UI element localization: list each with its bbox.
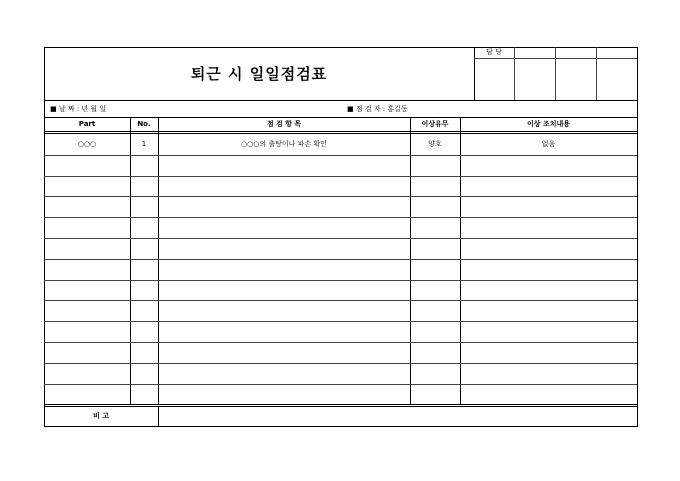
cell-part[interactable]: ○○○ (77, 139, 97, 148)
cell-item[interactable] (158, 300, 410, 321)
header-abnormal: 이상유무 (421, 120, 449, 128)
cell-abnormal[interactable] (410, 217, 460, 238)
cell-action[interactable] (460, 217, 637, 238)
cell-action[interactable] (460, 384, 637, 405)
cell-action[interactable]: 없음 (541, 139, 556, 148)
cell-no[interactable] (130, 176, 158, 197)
cell-part[interactable] (44, 384, 130, 405)
cell-part[interactable] (44, 259, 130, 280)
header-action: 이상 조치내용 (526, 120, 570, 128)
cell-item[interactable] (158, 363, 410, 384)
cell-item[interactable] (158, 280, 410, 301)
cell-part[interactable] (44, 280, 130, 301)
cell-no[interactable] (130, 280, 158, 301)
cell-action[interactable] (460, 238, 637, 259)
cell-action[interactable] (460, 259, 637, 280)
approval-sign-cell[interactable] (597, 59, 636, 100)
cell-item[interactable] (158, 321, 410, 342)
cell-item[interactable] (158, 196, 410, 217)
cell-part[interactable] (44, 217, 130, 238)
cell-no[interactable] (130, 300, 158, 321)
cell-item[interactable] (158, 384, 410, 405)
cell-part[interactable] (44, 300, 130, 321)
cell-abnormal[interactable] (410, 176, 460, 197)
cell-no[interactable] (130, 196, 158, 217)
cell-item[interactable]: ○○○의 출탕이나 파손 확인 (241, 139, 327, 148)
cell-part[interactable] (44, 238, 130, 259)
cell-part[interactable] (44, 155, 130, 176)
cell-no[interactable] (130, 363, 158, 384)
cell-item[interactable] (158, 176, 410, 197)
cell-item[interactable] (158, 238, 410, 259)
cell-no[interactable] (130, 238, 158, 259)
cell-part[interactable] (44, 363, 130, 384)
cell-abnormal[interactable] (410, 342, 460, 363)
cell-abnormal[interactable] (410, 384, 460, 405)
remarks-field[interactable] (159, 407, 636, 425)
header-item: 점 검 항 목 (266, 120, 302, 128)
cell-abnormal[interactable] (410, 363, 460, 384)
cell-no[interactable] (130, 217, 158, 238)
remarks-label: 비 고 (93, 411, 109, 420)
cell-abnormal[interactable] (410, 155, 460, 176)
cell-action[interactable] (460, 321, 637, 342)
cell-action[interactable] (460, 363, 637, 384)
info-row-top (44, 100, 637, 101)
header-part: Part (78, 120, 96, 128)
cell-action[interactable] (460, 176, 637, 197)
cell-no[interactable] (130, 321, 158, 342)
approval-sign-cell[interactable] (515, 59, 554, 100)
inspector-label: ■ 점 검 자 : 홍길동 (347, 104, 408, 113)
cell-part[interactable] (44, 196, 130, 217)
cell-item[interactable] (158, 342, 410, 363)
cell-no[interactable] (130, 342, 158, 363)
cell-part[interactable] (44, 321, 130, 342)
inspection-form (44, 47, 637, 426)
cell-abnormal[interactable] (410, 300, 460, 321)
cell-item[interactable] (158, 155, 410, 176)
approval-sign-cell[interactable] (556, 59, 595, 100)
cell-part[interactable] (44, 176, 130, 197)
header-bottom (44, 131, 637, 132)
cell-action[interactable] (460, 196, 637, 217)
date-label: ■ 날 짜 : 년 월 일 (50, 104, 107, 113)
cell-abnormal[interactable]: 양호 (428, 139, 442, 148)
cell-abnormal[interactable] (410, 238, 460, 259)
cell-abnormal[interactable] (410, 259, 460, 280)
cell-item[interactable] (158, 259, 410, 280)
header-no: No. (137, 120, 151, 128)
cell-action[interactable] (460, 300, 637, 321)
cell-item[interactable] (158, 217, 410, 238)
cell-no[interactable]: 1 (141, 139, 147, 148)
cell-abnormal[interactable] (410, 321, 460, 342)
cell-no[interactable] (130, 259, 158, 280)
cell-action[interactable] (460, 155, 637, 176)
cell-abnormal[interactable] (410, 280, 460, 301)
cell-no[interactable] (130, 384, 158, 405)
cell-action[interactable] (460, 280, 637, 301)
cell-no[interactable] (130, 155, 158, 176)
cell-abnormal[interactable] (410, 196, 460, 217)
cell-part[interactable] (44, 342, 130, 363)
cell-action[interactable] (460, 342, 637, 363)
approval-label: 담 당 (486, 48, 502, 56)
remarks-top (44, 404, 637, 405)
form-title: 퇴근 시 일일점검표 (190, 64, 328, 83)
